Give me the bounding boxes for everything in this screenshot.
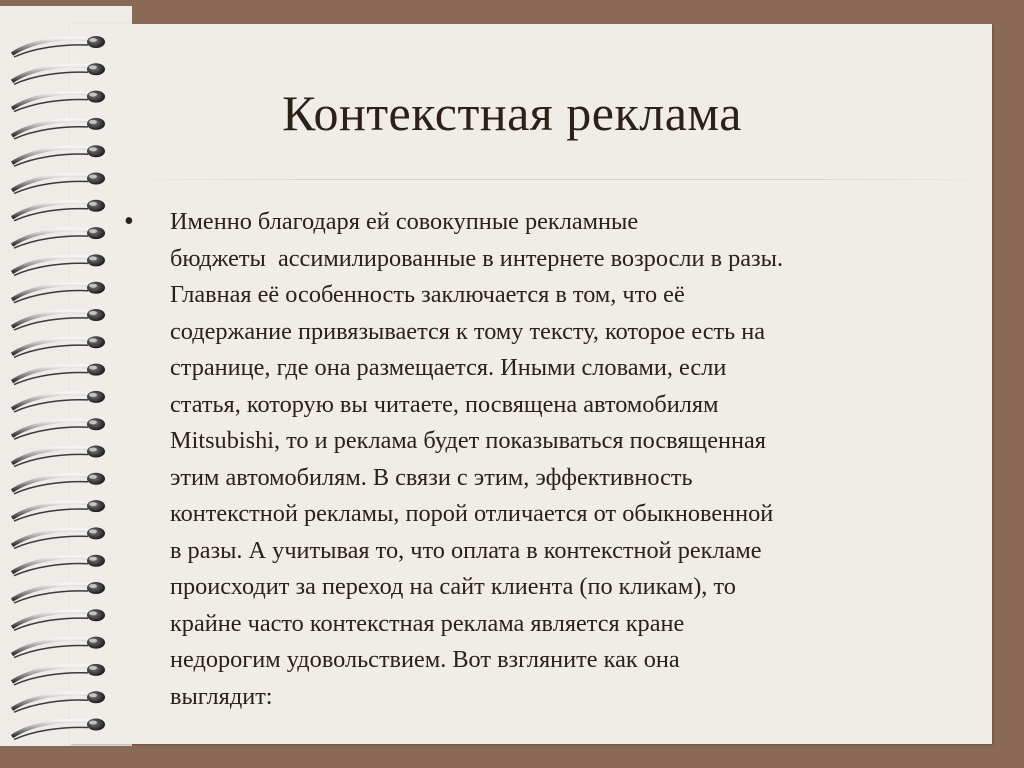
spiral-coil xyxy=(12,502,88,518)
bullet-item xyxy=(124,204,974,715)
spiral-hole-highlight xyxy=(89,65,97,69)
spiral-coil xyxy=(12,147,88,163)
spiral-hole-highlight xyxy=(89,338,97,342)
spiral-coil xyxy=(12,366,88,382)
spiral-hole xyxy=(87,582,105,594)
bullet-marker: • xyxy=(124,206,134,237)
spiral-hole xyxy=(87,282,105,294)
spiral-hole-highlight xyxy=(89,366,97,370)
spiral-coil xyxy=(12,175,88,191)
spiral-hole-highlight xyxy=(89,611,97,615)
spiral-hole xyxy=(87,691,105,703)
spiral-coil xyxy=(12,530,88,546)
spiral-coil xyxy=(12,448,88,464)
spiral-coil xyxy=(12,66,88,82)
spiral-hole xyxy=(87,473,105,485)
spiral-coil xyxy=(12,202,88,218)
spiral-hole xyxy=(87,527,105,539)
spiral-hole-highlight xyxy=(89,584,97,588)
spiral-hole xyxy=(87,418,105,430)
spiral-coil xyxy=(12,38,88,54)
spiral-hole xyxy=(87,637,105,649)
spiral-coil xyxy=(12,284,88,300)
spiral-hole-highlight xyxy=(89,229,97,233)
spiral-hole-highlight xyxy=(89,721,97,725)
spiral-hole-highlight xyxy=(89,475,97,479)
spiral-hole-highlight xyxy=(89,256,97,260)
spiral-coil xyxy=(12,257,88,273)
spiral-hole-highlight xyxy=(89,639,97,643)
spiral-coil xyxy=(12,584,88,600)
spiral-hole-highlight xyxy=(89,38,97,42)
spiral-hole xyxy=(87,227,105,239)
spiral-hole-highlight xyxy=(89,448,97,452)
spiral-coil xyxy=(12,557,88,573)
spiral-coil xyxy=(12,229,88,245)
spiral-hole xyxy=(87,36,105,48)
title-divider xyxy=(118,179,1000,180)
spiral-hole xyxy=(87,145,105,157)
spiral-coil xyxy=(12,475,88,491)
spiral-hole-highlight xyxy=(89,693,97,697)
spiral-coil xyxy=(12,639,88,655)
spiral-hole xyxy=(87,391,105,403)
spiral-hole-highlight xyxy=(89,202,97,206)
spiral-hole xyxy=(87,364,105,376)
spiral-hole-highlight xyxy=(89,666,97,670)
spiral-hole xyxy=(87,446,105,458)
spiral-hole-highlight xyxy=(89,175,97,179)
spiral-hole xyxy=(87,63,105,75)
spiral-hole xyxy=(87,609,105,621)
spiral-coil xyxy=(12,612,88,628)
spiral-hole-highlight xyxy=(89,502,97,506)
spiral-coil xyxy=(12,666,88,682)
spiral-hole xyxy=(87,254,105,266)
spiral-hole xyxy=(87,200,105,212)
spiral-hole-highlight xyxy=(89,557,97,561)
spiral-coil xyxy=(12,393,88,409)
spiral-coil xyxy=(12,721,88,737)
spiral-coil xyxy=(12,693,88,709)
spiral-coil xyxy=(12,420,88,436)
spiral-hole-highlight xyxy=(89,311,97,315)
slide-title: Контекстная реклама xyxy=(282,85,742,141)
spiral-hole-highlight xyxy=(89,393,97,397)
spiral-coil xyxy=(12,311,88,327)
spiral-hole xyxy=(87,719,105,731)
spiral-hole xyxy=(87,309,105,321)
body-paragraph: Именно благодаря ей совокупные рекламные бюджеты ассимилированные в интернете возросли в разы. Главная её особенность заключается в том, что её содержание привязывается к тому тексту, которое есть на странице, где она размещается. Иными словами, если статья, которую вы читаете, посвящена автомобилям Mitsubishi, то и реклама будет показываться посвященная этим автомобилям. В связи с этим, эффективность контекстной рекламы, порой отличается от обыкновенной в разы. А учитывая то, что оплата в контекстной рекламе происходит за переход на сайт клиента (по кликам), то крайне часто контекстная реклама является кране недорогим удовольствием. Вот взгляните как она выглядит: xyxy=(170,208,784,710)
spiral-hole-highlight xyxy=(89,420,97,424)
spiral-hole xyxy=(87,664,105,676)
spiral-hole xyxy=(87,173,105,185)
spiral-hole xyxy=(87,336,105,348)
spiral-hole-highlight xyxy=(89,147,97,151)
spiral-hole-highlight xyxy=(89,529,97,533)
spiral-hole xyxy=(87,555,105,567)
spiral-hole-highlight xyxy=(89,284,97,288)
spiral-hole xyxy=(87,500,105,512)
spiral-coil xyxy=(12,339,88,355)
